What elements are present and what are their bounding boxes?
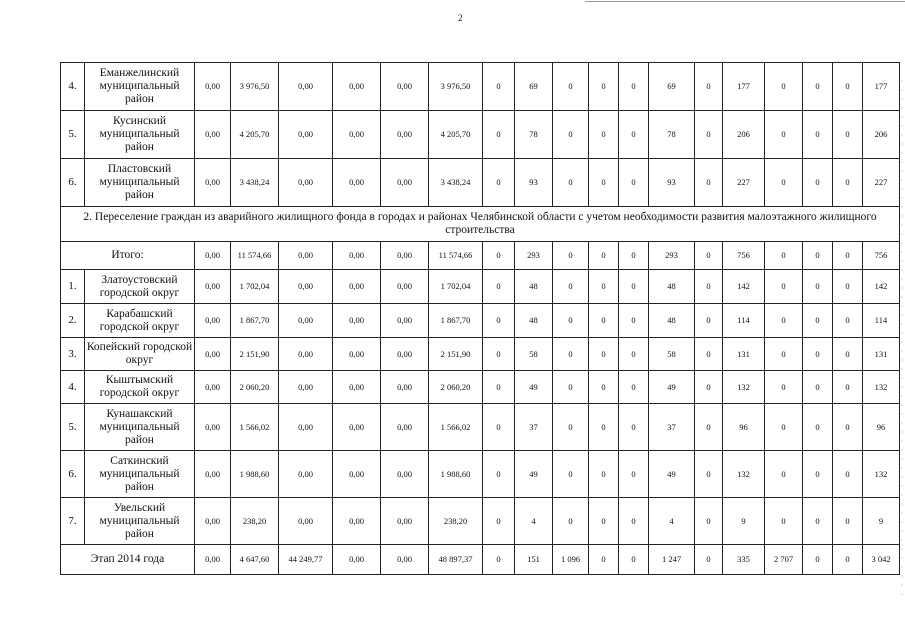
value-cell: 0 — [619, 498, 649, 545]
value-cell: 0 — [553, 111, 589, 159]
value-cell: 0,00 — [381, 404, 429, 451]
value-cell: 0 — [803, 270, 833, 304]
value-cell: 0 — [483, 111, 515, 159]
value-cell: 1 702,04 — [429, 270, 483, 304]
value-cell: 9 — [863, 498, 900, 545]
table-row — [61, 451, 900, 498]
row-number: 2. — [61, 304, 85, 338]
value-cell: 0,00 — [195, 451, 231, 498]
value-cell: 2 060,20 — [429, 371, 483, 404]
value-cell: 48 — [649, 304, 695, 338]
value-cell: 4 205,70 — [231, 111, 279, 159]
value-cell: 0 — [589, 270, 619, 304]
value-cell: 0 — [483, 498, 515, 545]
value-cell: 0 — [695, 498, 723, 545]
value-cell: 293 — [649, 242, 695, 270]
value-cell: 3 438,24 — [429, 159, 483, 207]
row-number: 7. — [61, 498, 85, 545]
value-cell: 2 151,90 — [231, 338, 279, 371]
stage-total-row — [61, 545, 900, 575]
value-cell: 131 — [863, 338, 900, 371]
value-cell: 142 — [863, 270, 900, 304]
value-cell: 0 — [833, 111, 863, 159]
value-cell: 0 — [765, 159, 803, 207]
section-row — [61, 207, 900, 242]
municipality-name: Кунашакский муниципальный район — [85, 404, 195, 451]
value-cell: 0,00 — [279, 404, 333, 451]
value-cell: 0 — [619, 159, 649, 207]
value-cell: 0 — [483, 371, 515, 404]
value-cell: 0 — [589, 111, 619, 159]
value-cell: 1 988,60 — [231, 451, 279, 498]
itogo-row — [61, 242, 900, 270]
value-cell: 0,00 — [381, 159, 429, 207]
value-cell: 238,20 — [429, 498, 483, 545]
value-cell: 238,20 — [231, 498, 279, 545]
value-cell: 0 — [695, 270, 723, 304]
value-cell: 132 — [723, 371, 765, 404]
municipality-name: Пластовский муниципальный район — [85, 159, 195, 207]
value-cell: 0,00 — [333, 338, 381, 371]
value-cell: 0 — [695, 404, 723, 451]
value-cell: 0,00 — [279, 63, 333, 111]
value-cell: 3 042 — [863, 545, 900, 575]
value-cell: 1 867,70 — [231, 304, 279, 338]
table-row — [61, 270, 900, 304]
value-cell: 0 — [765, 63, 803, 111]
value-cell: 96 — [723, 404, 765, 451]
row-number: 5. — [61, 404, 85, 451]
value-cell: 0,00 — [381, 304, 429, 338]
value-cell: 49 — [515, 451, 553, 498]
value-cell: 4 205,70 — [429, 111, 483, 159]
value-cell: 1 566,02 — [231, 404, 279, 451]
value-cell: 2 060,20 — [231, 371, 279, 404]
value-cell: 0 — [619, 545, 649, 575]
value-cell: 0 — [483, 304, 515, 338]
rows-before-section — [61, 63, 900, 207]
value-cell: 0 — [589, 242, 619, 270]
value-cell: 206 — [723, 111, 765, 159]
value-cell: 0 — [619, 242, 649, 270]
resettlement-table — [60, 62, 900, 575]
value-cell: 756 — [863, 242, 900, 270]
value-cell: 0,00 — [381, 545, 429, 575]
value-cell: 37 — [515, 404, 553, 451]
municipality-name: Еманжелинский муниципальный район — [85, 63, 195, 111]
value-cell: 0 — [589, 451, 619, 498]
value-cell: 0 — [833, 451, 863, 498]
value-cell: 11 574,66 — [429, 242, 483, 270]
value-cell: 3 438,24 — [231, 159, 279, 207]
row-number: 1. — [61, 270, 85, 304]
value-cell: 0,00 — [381, 371, 429, 404]
value-cell: 0,00 — [333, 111, 381, 159]
value-cell: 0,00 — [279, 270, 333, 304]
municipality-name: Копейский городской округ — [85, 338, 195, 371]
value-cell: 0 — [483, 63, 515, 111]
value-cell: 4 647,60 — [231, 545, 279, 575]
value-cell: 227 — [723, 159, 765, 207]
value-cell: 48 — [515, 304, 553, 338]
value-cell: 0 — [553, 242, 589, 270]
value-cell: 2 707 — [765, 545, 803, 575]
value-cell: 1 096 — [553, 545, 589, 575]
value-cell: 132 — [863, 451, 900, 498]
value-cell: 0 — [833, 371, 863, 404]
value-cell: 37 — [649, 404, 695, 451]
value-cell: 48 897,37 — [429, 545, 483, 575]
value-cell: 0,00 — [381, 270, 429, 304]
value-cell: 93 — [515, 159, 553, 207]
value-cell: 49 — [649, 371, 695, 404]
table-row — [61, 304, 900, 338]
value-cell: 2 151,90 — [429, 338, 483, 371]
value-cell: 0 — [589, 498, 619, 545]
value-cell: 0 — [803, 304, 833, 338]
value-cell: 0 — [619, 404, 649, 451]
value-cell: 0,00 — [195, 404, 231, 451]
value-cell: 0,00 — [279, 498, 333, 545]
value-cell: 0 — [619, 338, 649, 371]
rows-after-section — [61, 270, 900, 545]
value-cell: 69 — [515, 63, 553, 111]
page-number: 2 — [458, 13, 463, 23]
value-cell: 0 — [695, 242, 723, 270]
value-cell: 0,00 — [195, 63, 231, 111]
value-cell: 0 — [833, 63, 863, 111]
value-cell: 0 — [765, 270, 803, 304]
value-cell: 0,00 — [279, 451, 333, 498]
value-cell: 0,00 — [381, 242, 429, 270]
value-cell: 0,00 — [279, 371, 333, 404]
value-cell: 0,00 — [333, 270, 381, 304]
scan-edge-marks — [901, 80, 903, 600]
municipality-name: Карабашский городской округ — [85, 304, 195, 338]
value-cell: 0,00 — [195, 545, 231, 575]
value-cell: 0,00 — [333, 498, 381, 545]
value-cell: 93 — [649, 159, 695, 207]
value-cell: 0 — [695, 451, 723, 498]
value-cell: 0 — [483, 270, 515, 304]
value-cell: 142 — [723, 270, 765, 304]
value-cell: 0 — [589, 304, 619, 338]
section-title: 2. Переселение граждан из аварийного жилищного фонда в городах и районах Челябинской области с учетом необходимости развития малоэтажного жилищного строительства — [61, 207, 900, 242]
value-cell: 0 — [553, 159, 589, 207]
value-cell: 3 976,50 — [231, 63, 279, 111]
value-cell: 11 574,66 — [231, 242, 279, 270]
table-row — [61, 404, 900, 451]
value-cell: 0 — [619, 371, 649, 404]
value-cell: 0 — [803, 404, 833, 451]
value-cell: 0,00 — [381, 338, 429, 371]
value-cell: 0,00 — [195, 159, 231, 207]
value-cell: 1 988,60 — [429, 451, 483, 498]
value-cell: 0,00 — [333, 404, 381, 451]
municipality-name: Увельский муниципальный район — [85, 498, 195, 545]
value-cell: 0 — [483, 451, 515, 498]
value-cell: 4 — [515, 498, 553, 545]
row-number: 4. — [61, 63, 85, 111]
value-cell: 0 — [589, 371, 619, 404]
table-row — [61, 498, 900, 545]
value-cell: 0 — [483, 242, 515, 270]
value-cell: 0 — [695, 111, 723, 159]
table-row — [61, 338, 900, 371]
itogo-label: Итого: — [61, 242, 195, 270]
value-cell: 0 — [553, 451, 589, 498]
value-cell: 0,00 — [333, 371, 381, 404]
value-cell: 48 — [515, 270, 553, 304]
value-cell: 177 — [863, 63, 900, 111]
value-cell: 0 — [589, 404, 619, 451]
value-cell: 0 — [589, 159, 619, 207]
row-number: 4. — [61, 371, 85, 404]
value-cell: 0 — [765, 498, 803, 545]
value-cell: 132 — [863, 371, 900, 404]
value-cell: 0,00 — [195, 498, 231, 545]
value-cell: 0 — [803, 242, 833, 270]
value-cell: 0 — [553, 63, 589, 111]
value-cell: 206 — [863, 111, 900, 159]
value-cell: 177 — [723, 63, 765, 111]
value-cell: 0,00 — [333, 242, 381, 270]
value-cell: 756 — [723, 242, 765, 270]
value-cell: 0 — [619, 63, 649, 111]
value-cell: 0 — [619, 304, 649, 338]
value-cell: 0 — [553, 371, 589, 404]
municipality-name: Саткинский муниципальный район — [85, 451, 195, 498]
value-cell: 0,00 — [279, 338, 333, 371]
value-cell: 0 — [483, 545, 515, 575]
value-cell: 0 — [765, 338, 803, 371]
value-cell: 0 — [833, 304, 863, 338]
value-cell: 0 — [695, 338, 723, 371]
value-cell: 0 — [803, 371, 833, 404]
value-cell: 0,00 — [195, 371, 231, 404]
value-cell: 69 — [649, 63, 695, 111]
value-cell: 44 249,77 — [279, 545, 333, 575]
value-cell: 0 — [619, 111, 649, 159]
value-cell: 48 — [649, 270, 695, 304]
table-row — [61, 159, 900, 207]
value-cell: 0 — [833, 242, 863, 270]
value-cell: 0,00 — [381, 498, 429, 545]
value-cell: 4 — [649, 498, 695, 545]
value-cell: 96 — [863, 404, 900, 451]
value-cell: 0,00 — [279, 242, 333, 270]
value-cell: 1 247 — [649, 545, 695, 575]
section-header — [61, 207, 900, 270]
value-cell: 0 — [695, 63, 723, 111]
value-cell: 114 — [723, 304, 765, 338]
municipality-name: Златоустовский городской округ — [85, 270, 195, 304]
value-cell: 0 — [553, 498, 589, 545]
value-cell: 0 — [803, 498, 833, 545]
value-cell: 0 — [553, 270, 589, 304]
value-cell: 151 — [515, 545, 553, 575]
value-cell: 0 — [553, 404, 589, 451]
value-cell: 0 — [803, 63, 833, 111]
value-cell: 0 — [803, 338, 833, 371]
value-cell: 78 — [515, 111, 553, 159]
value-cell: 0 — [619, 451, 649, 498]
value-cell: 0,00 — [333, 63, 381, 111]
value-cell: 0,00 — [195, 304, 231, 338]
value-cell: 0,00 — [381, 451, 429, 498]
value-cell: 0,00 — [381, 63, 429, 111]
value-cell: 1 702,04 — [231, 270, 279, 304]
value-cell: 49 — [649, 451, 695, 498]
value-cell: 58 — [649, 338, 695, 371]
value-cell: 0,00 — [279, 304, 333, 338]
table-row — [61, 371, 900, 404]
value-cell: 0 — [589, 63, 619, 111]
value-cell: 114 — [863, 304, 900, 338]
value-cell: 0 — [483, 159, 515, 207]
value-cell: 0,00 — [195, 242, 231, 270]
value-cell: 0 — [803, 159, 833, 207]
value-cell: 0 — [695, 545, 723, 575]
value-cell: 335 — [723, 545, 765, 575]
value-cell: 0 — [803, 451, 833, 498]
value-cell: 0 — [619, 270, 649, 304]
value-cell: 0 — [833, 159, 863, 207]
value-cell: 0 — [553, 304, 589, 338]
value-cell: 293 — [515, 242, 553, 270]
value-cell: 0,00 — [195, 111, 231, 159]
value-cell: 0 — [589, 338, 619, 371]
value-cell: 3 976,50 — [429, 63, 483, 111]
value-cell: 49 — [515, 371, 553, 404]
value-cell: 0,00 — [195, 338, 231, 371]
value-cell: 0 — [695, 159, 723, 207]
value-cell: 0,00 — [195, 270, 231, 304]
value-cell: 131 — [723, 338, 765, 371]
value-cell: 0 — [695, 371, 723, 404]
value-cell: 227 — [863, 159, 900, 207]
value-cell: 0,00 — [333, 451, 381, 498]
stage-total-label: Этап 2014 года — [61, 545, 195, 575]
value-cell: 0 — [765, 371, 803, 404]
top-rule — [585, 1, 905, 2]
row-number: 6. — [61, 159, 85, 207]
value-cell: 0,00 — [279, 111, 333, 159]
value-cell: 0 — [833, 270, 863, 304]
municipality-name: Кыштымский городской округ — [85, 371, 195, 404]
value-cell: 78 — [649, 111, 695, 159]
value-cell: 0 — [803, 111, 833, 159]
value-cell: 132 — [723, 451, 765, 498]
table-row — [61, 111, 900, 159]
value-cell: 0 — [833, 545, 863, 575]
value-cell: 0 — [483, 338, 515, 371]
value-cell: 0 — [553, 338, 589, 371]
value-cell: 0,00 — [381, 111, 429, 159]
value-cell: 9 — [723, 498, 765, 545]
value-cell: 0 — [765, 242, 803, 270]
value-cell: 0 — [589, 545, 619, 575]
value-cell: 0,00 — [333, 304, 381, 338]
table-row — [61, 63, 900, 111]
value-cell: 0 — [803, 545, 833, 575]
value-cell: 0,00 — [279, 159, 333, 207]
value-cell: 58 — [515, 338, 553, 371]
value-cell: 0 — [765, 451, 803, 498]
value-cell: 1 566,02 — [429, 404, 483, 451]
value-cell: 0 — [695, 304, 723, 338]
value-cell: 0,00 — [333, 545, 381, 575]
row-number: 5. — [61, 111, 85, 159]
value-cell: 0,00 — [333, 159, 381, 207]
value-cell: 0 — [833, 498, 863, 545]
value-cell: 0 — [833, 338, 863, 371]
row-number: 3. — [61, 338, 85, 371]
value-cell: 0 — [765, 111, 803, 159]
value-cell: 1 867,70 — [429, 304, 483, 338]
value-cell: 0 — [765, 304, 803, 338]
value-cell: 0 — [483, 404, 515, 451]
municipality-name: Кусинский муниципальный район — [85, 111, 195, 159]
value-cell: 0 — [833, 404, 863, 451]
value-cell: 0 — [765, 404, 803, 451]
row-number: 6. — [61, 451, 85, 498]
